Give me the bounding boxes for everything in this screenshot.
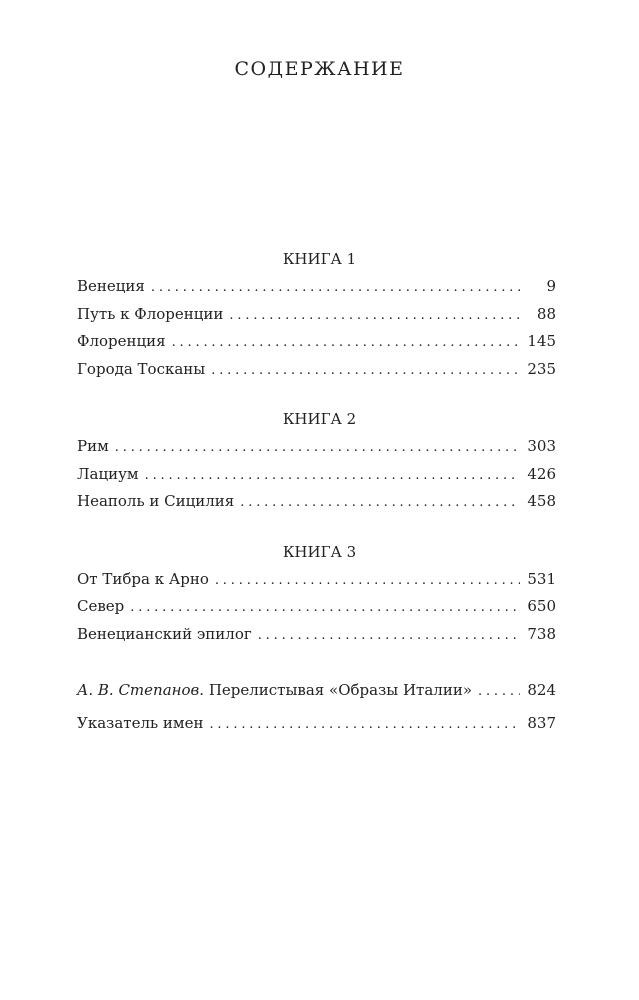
leader-dots <box>172 335 520 350</box>
entry-title: Венеция <box>77 277 145 295</box>
entry-page: 235 <box>527 360 556 378</box>
entry-title: От Тибра к Арно <box>77 570 209 588</box>
leader-dots <box>478 684 520 699</box>
leader-dots <box>229 308 520 323</box>
toc-entry[interactable] <box>77 360 556 382</box>
leader-dots <box>151 280 520 295</box>
entry-page: 650 <box>527 597 556 615</box>
toc-entry[interactable] <box>77 625 556 647</box>
entry-title: Лациум <box>77 465 139 483</box>
entry-title: Север <box>77 597 125 615</box>
toc-entry[interactable] <box>77 597 556 619</box>
entry-page: 738 <box>527 625 556 643</box>
entry-title: Венецианский эпилог <box>77 625 252 643</box>
entry-title <box>77 681 478 699</box>
toc-entry[interactable] <box>77 305 556 327</box>
entry-title: Указатель имен <box>77 714 204 732</box>
book-1-heading: КНИГА 1 <box>282 250 357 268</box>
toc-entry-afterword[interactable] <box>77 681 556 703</box>
entry-title: Города Тосканы <box>77 360 206 378</box>
leader-dots <box>258 628 520 643</box>
book-3-heading: КНИГА 3 <box>282 543 357 561</box>
entry-page: 145 <box>527 332 556 350</box>
toc-entry[interactable] <box>77 570 556 592</box>
entry-page: 426 <box>527 465 556 483</box>
entry-title: Неаполь и Сицилия <box>77 492 235 510</box>
leader-dots <box>130 600 520 615</box>
toc-entry[interactable] <box>77 492 556 514</box>
toc-entry[interactable] <box>77 332 556 354</box>
toc-entry-index[interactable] <box>77 714 556 736</box>
entry-title: Флоренция <box>77 332 166 350</box>
afterword-author: А. В. Степанов. <box>77 681 205 699</box>
leader-dots <box>215 573 520 588</box>
entry-page: 824 <box>527 681 556 699</box>
leader-dots <box>211 363 520 378</box>
page-title: СОДЕРЖАНИЕ <box>234 58 405 80</box>
entry-page: 837 <box>527 714 556 732</box>
book-2-heading: КНИГА 2 <box>282 410 357 428</box>
entry-title: Путь к Флоренции <box>77 305 224 323</box>
leader-dots <box>209 717 520 732</box>
leader-dots <box>145 468 520 483</box>
entry-page: 531 <box>527 570 556 588</box>
entry-title: Рим <box>77 437 109 455</box>
entry-page: 88 <box>536 305 556 323</box>
entry-page: 303 <box>527 437 556 455</box>
afterword-title: Перелистывая «Образы Италии» <box>204 681 472 699</box>
leader-dots <box>240 495 520 510</box>
toc-entry[interactable] <box>77 437 556 459</box>
leader-dots <box>115 440 520 455</box>
entry-page: 9 <box>546 277 556 295</box>
toc-entry[interactable] <box>77 277 556 299</box>
toc-entry[interactable] <box>77 465 556 487</box>
entry-page: 458 <box>527 492 556 510</box>
